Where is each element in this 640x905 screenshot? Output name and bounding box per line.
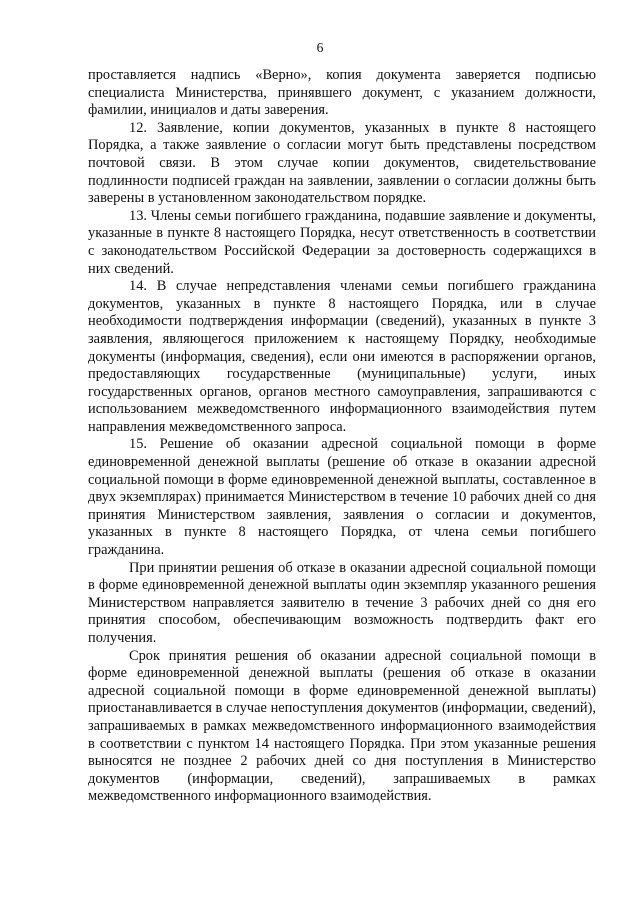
paragraph-item-14: 14. В случае непредставления членами семьи погибшего гражданина документов, указанных в пункте 8 настоящего Порядка, или в случае необходимости подтверждения информации (сведений), указанных в пункте 3 заявления, являющегося приложением к настоящему Порядку, необходимые документы (информация, сведения), если они имеются в распоряжении органов, предоставляющих государственные (муниципальные) услуги, иных государственных органов, органов местного самоуправления, запрашиваются с использованием межведомственного информационного взаимодействия путем направления межведомственного запроса. xyxy=(88,278,596,435)
document-body xyxy=(88,67,596,806)
paragraph-continuation: проставляется надпись «Верно», копия документа заверяется подписью специалиста Министерства, принявшего документ, с указанием должности, фамилии, инициалов и даты заверения. xyxy=(88,67,596,119)
page-number: 6 xyxy=(316,40,324,55)
paragraph-item-12: 12. Заявление, копии документов, указанных в пункте 8 настоящего Порядка, а также заявление о согласии могут быть представлены посредством почтовой связи. В этом случае копии документов, свидетельствование подлинности подписей граждан на заявлении, заявлении о согласии должны быть заверены в установленном законодательством порядке. xyxy=(88,119,596,207)
paragraph-item-15: 15. Решение об оказании адресной социальной помощи в форме единовременной денежной выплаты (решение об отказе в оказании адресной социальной помощи в форме единовременной денежной выплаты, составленное в двух экземплярах) принимается Министерством в течение 10 рабочих дней со дня принятия Министерством заявления, заявления о согласии и документов, указанных в пункте 8 настоящего Порядка, от члена семьи погибшего гражданина. xyxy=(88,436,596,559)
paragraph-item-13: 13. Члены семьи погибшего гражданина, подавшие заявление и документы, указанные в пункте 8 настоящего Порядка, несут ответственность в соответствии с законодательством Российской Федерации за достоверность содержащихся в них сведений. xyxy=(88,207,596,277)
paragraph-refusal-notice: При принятии решения об отказе в оказании адресной социальной помощи в форме единовременной денежной выплаты один экземпляр указанного решения Министерством направляется заявителю в течение 3 рабочих дней со дня его принятия способом, обеспечивающим возможность подтвердить факт его получения. xyxy=(88,559,596,646)
paragraph-decision-term: Срок принятия решения об оказании адресной социальной помощи в форме единовременной денежной выплаты (решения об отказе в оказании адресной социальной помощи в форме единовременной денежной выплаты) приостанавливается в случае непоступления документов (информации, сведений), запрашиваемых в рамках межведомственного информационного взаимодействия в соответствии с пунктом 14 настоящего Порядка. При этом указанные решения выносятся не позднее 2 рабочих дней со дня поступления в Министерство документов (информации, сведений), запрашиваемых в рамках межведомственного информационного взаимодействия. xyxy=(88,647,596,805)
